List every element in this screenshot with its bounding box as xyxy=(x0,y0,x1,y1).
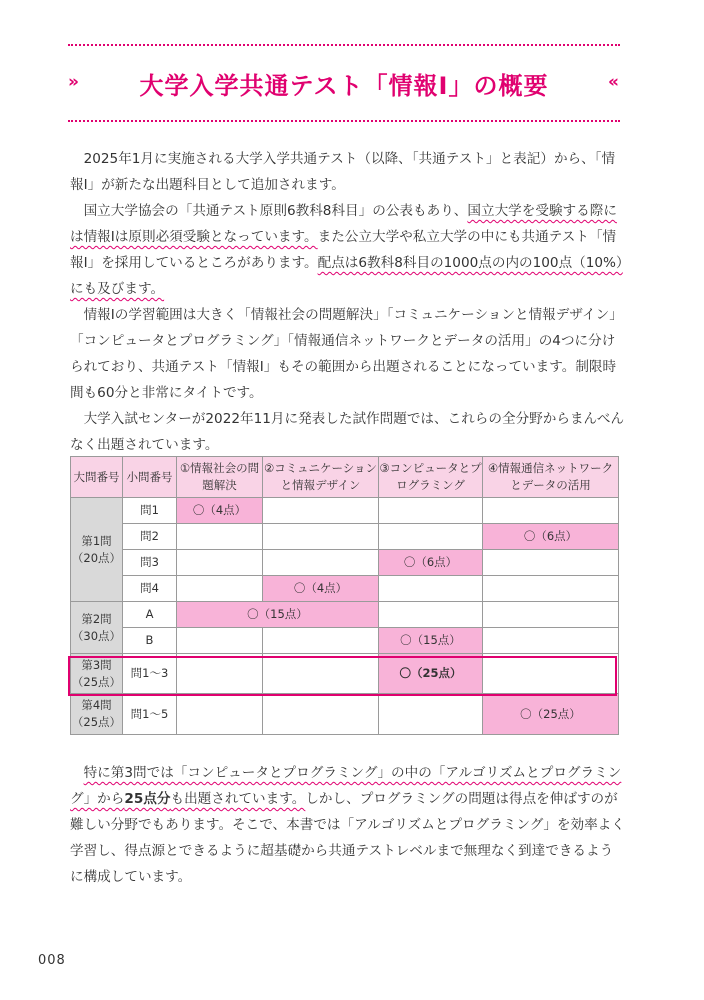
table-cell: 〇（6点） xyxy=(483,524,619,550)
page-number: 008 xyxy=(38,953,66,968)
sub-label: 問1 xyxy=(123,498,177,524)
paragraph-2 xyxy=(70,198,626,302)
text-span: しかし、プログラミングの問題は得点を伸ばすのが難しい分野でもあります。そこで、本書では「アルゴリズムとプログラミング」を効率よく学習し、得点源とできるように超基礎から共通テストレベルまで無理なく到達できるように構成しています。 xyxy=(70,791,625,885)
table-cell xyxy=(483,498,619,524)
table-cell: 〇（6点） xyxy=(379,550,483,576)
header-cell: 大問番号 xyxy=(71,457,123,498)
page-title: 大学入学共通テスト「情報Ⅰ」の概要 xyxy=(139,72,549,100)
table-cell xyxy=(483,576,619,602)
table-cell xyxy=(483,550,619,576)
table-row xyxy=(71,498,619,524)
question-label: 第4問（25点） xyxy=(71,694,123,735)
table-cell xyxy=(177,654,263,694)
table-cell xyxy=(177,628,263,654)
table-cell xyxy=(263,628,379,654)
table-cell xyxy=(177,550,263,576)
table-cell xyxy=(177,524,263,550)
paragraph-1: 2025年1月に実施される大学入学共通テスト（以降、「共通テスト」と表記）から、「情報Ⅰ」が新たな出題科目として追加されます。 xyxy=(70,151,616,193)
sub-label: 問4 xyxy=(123,576,177,602)
question-label: 第1問（20点） xyxy=(71,498,123,602)
top-divider xyxy=(68,44,620,46)
table-cell xyxy=(263,524,379,550)
header-cell: ①情報社会の問題解決 xyxy=(177,457,263,498)
table-cell xyxy=(379,576,483,602)
header-cell: ④情報通信ネットワークとデータの活用 xyxy=(483,457,619,498)
table-cell xyxy=(483,654,619,694)
table-cell: 〇（15点） xyxy=(177,602,379,628)
emphasis-span: 配点は6教科8科目の1000点の内の100点（10%）にも及びます。 xyxy=(70,255,623,297)
table-header-row xyxy=(71,457,619,498)
sub-label: 問1～5 xyxy=(123,694,177,735)
intro-text xyxy=(70,146,626,458)
table-row xyxy=(71,654,619,694)
question-label: 第3問（25点） xyxy=(71,654,123,694)
table-cell xyxy=(263,654,379,694)
table-row xyxy=(71,524,619,550)
paragraph-5 xyxy=(70,760,626,890)
chevron-right-icon: » xyxy=(68,72,76,92)
table-cell xyxy=(177,694,263,735)
table-row xyxy=(71,628,619,654)
emphasis-bold-span: 25点分 xyxy=(124,791,171,807)
table-cell xyxy=(379,498,483,524)
table-cell xyxy=(263,694,379,735)
table-cell xyxy=(379,602,483,628)
table-cell: 〇（4点） xyxy=(177,498,263,524)
table-row xyxy=(71,550,619,576)
table-cell: 〇（25点） xyxy=(483,694,619,735)
text-span: また公立大学や私立大学の中にも共通テスト「情報Ⅰ」を採用しているところがあります。 xyxy=(70,229,617,271)
text-span: 国立大学協会の「共通テスト原則6教科8科目」の公表もあり、 xyxy=(83,203,468,219)
exam-table xyxy=(70,456,619,735)
table-row xyxy=(71,602,619,628)
paragraph-4: 大学入試センターが2022年11月に発表した試作問題では、これらの全分野からまんべんなく出題されています。 xyxy=(70,411,625,453)
table-cell xyxy=(177,576,263,602)
bottom-divider xyxy=(68,120,620,122)
table-cell xyxy=(483,602,619,628)
header-cell: ②コミュニケーションと情報デザイン xyxy=(263,457,379,498)
table-cell xyxy=(483,628,619,654)
table-cell xyxy=(263,550,379,576)
question-label: 第2問（30点） xyxy=(71,602,123,654)
emphasis-span: も出題されています。 xyxy=(170,791,306,807)
heading xyxy=(68,62,620,106)
table-cell: 〇（15点） xyxy=(379,628,483,654)
table-cell: 〇（25点） xyxy=(379,654,483,694)
sub-label: A xyxy=(123,602,177,628)
closing-text xyxy=(70,760,626,890)
header-cell: ③コンピュータとプログラミング xyxy=(379,457,483,498)
sub-label: 問2 xyxy=(123,524,177,550)
table-cell xyxy=(379,524,483,550)
emphasis-span: 特に第3問では「コンピュータとプログラミング」の中の「アルゴリズムとプログラミング」から xyxy=(70,765,622,807)
table-row xyxy=(71,576,619,602)
paragraph-3: 情報Ⅰの学習範囲は大きく「情報社会の問題解決」「コミュニケーションと情報デザイン」「コンピュータとプログラミング」「情報通信ネットワークとデータの活用」の4つに分けられており、共通テスト「情報Ⅰ」もその範囲から出題されることになっています。制限時間も60分と非常にタイトです。 xyxy=(70,307,623,401)
sub-label: 問1～3 xyxy=(123,654,177,694)
header-cell: 小問番号 xyxy=(123,457,177,498)
table-cell: 〇（4点） xyxy=(263,576,379,602)
chevron-left-icon: « xyxy=(608,72,616,92)
table-cell xyxy=(379,694,483,735)
sub-label: B xyxy=(123,628,177,654)
emphasis-span: 国立大学を受験する際には情報Ⅰは原則必須受験となっています。 xyxy=(70,203,617,245)
sub-label: 問3 xyxy=(123,550,177,576)
table-row xyxy=(71,694,619,735)
table-cell xyxy=(263,498,379,524)
